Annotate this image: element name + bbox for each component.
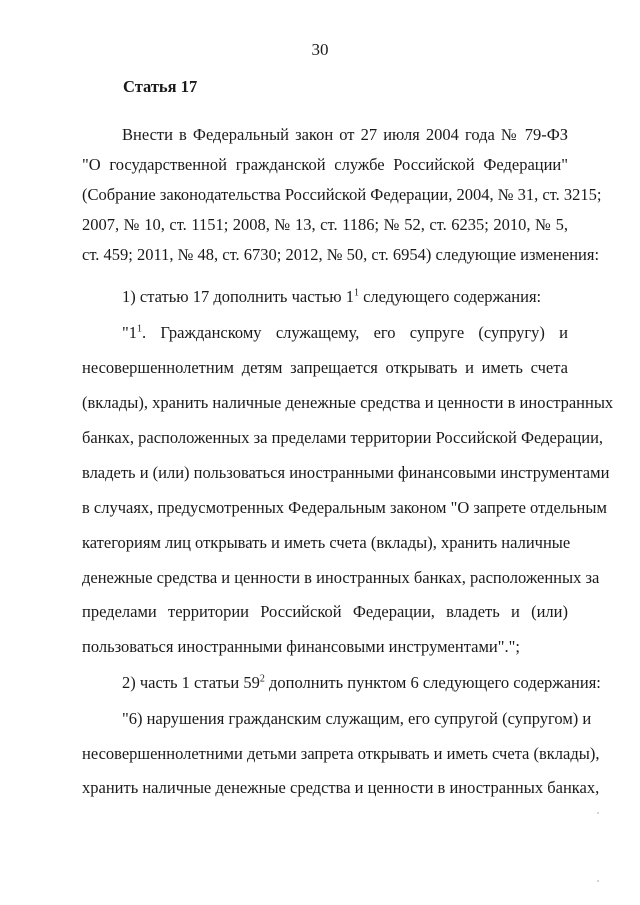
text-line: несовершеннолетним детям запрещается открывать и иметь счета — [82, 358, 568, 377]
superscript: 1 — [353, 287, 359, 299]
text-segment: "1 — [122, 323, 137, 342]
text-line — [122, 287, 568, 307]
text-line: категориям лиц открывать и иметь счета (вклады), хранить наличные — [82, 533, 571, 552]
text-line: (Собрание законодательства Российской Федерации, 2004, № 31, ст. 3215; — [82, 185, 602, 204]
text-segment: 1) статью 17 дополнить частью 1 — [122, 287, 354, 306]
superscript: 1 — [137, 323, 142, 335]
text-line: 2007, № 10, ст. 1151; 2008, № 13, ст. 1186; № 52, ст. 6235; 2010, № 5, — [82, 215, 568, 234]
text-line: ст. 459; 2011, № 48, ст. 6730; 2012, № 50, ст. 6954) следующие изменения: — [82, 245, 600, 264]
text-segment: следующего содержания: — [358, 287, 542, 306]
text-line: "6) нарушения гражданским служащим, его супругой (супругом) и — [122, 709, 592, 728]
text-line: пользоваться иностранными финансовыми инструментами"."; — [82, 637, 520, 656]
text-line — [122, 673, 601, 693]
text-line: Внести в Федеральный закон от 27 июля 2004 года № 79-ФЗ — [122, 125, 568, 144]
text-segment: дополнить пунктом 6 следующего содержания: — [264, 673, 601, 692]
scan-artifact — [597, 880, 599, 882]
text-line: в случаях, предусмотренных Федеральным законом "О запрете отдельным — [82, 498, 607, 517]
text-line: "О государственной гражданской службе Российской Федерации" — [82, 155, 568, 174]
scan-artifact — [597, 812, 599, 814]
text-segment: 2) часть 1 статьи 59 — [122, 673, 260, 692]
text-line: денежные средства и ценности в иностранных банках, расположенных за — [82, 568, 600, 587]
text-line: банках, расположенных за пределами территории Российской Федерации, — [82, 428, 604, 447]
text-line — [122, 323, 568, 343]
superscript: 2 — [259, 673, 265, 685]
text-segment: . Гражданскому служащему, его супруге (супругу) и — [142, 323, 568, 342]
text-line: несовершеннолетними детьми запрета открывать и иметь счета (вклады), — [82, 744, 600, 763]
text-line: пределами территории Российской Федерации, владеть и (или) — [82, 602, 568, 621]
text-line: хранить наличные денежные средства и ценности в иностранных банках, — [82, 778, 600, 797]
text-line: (вклады), хранить наличные денежные средства и ценности в иностранных — [82, 393, 614, 412]
page-number: 30 — [311, 40, 329, 59]
article-title: Статья 17 — [123, 77, 198, 96]
text-line: владеть и (или) пользоваться иностранными финансовыми инструментами — [82, 463, 610, 482]
